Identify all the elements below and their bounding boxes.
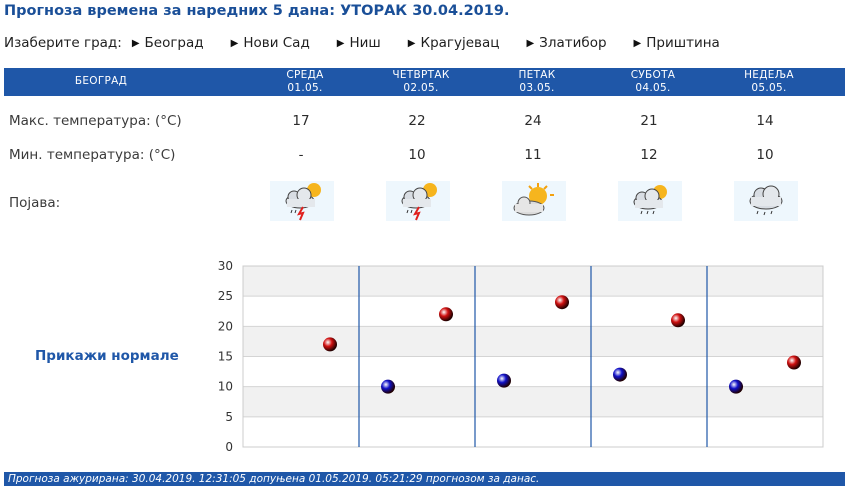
play-arrow-icon: ▶ <box>407 37 416 49</box>
city-link-pristina[interactable] <box>628 35 720 51</box>
max-temp-point <box>439 307 453 321</box>
rain-cloud-icon <box>734 181 798 221</box>
city-link-novi-sad[interactable] <box>225 35 310 51</box>
grid-band <box>243 266 823 296</box>
grid-band <box>243 417 823 447</box>
city-link-label: Златибор <box>539 35 607 51</box>
max-temp-label: Макс. температура: (°C) <box>9 113 182 129</box>
min-temp-value: 10 <box>756 147 774 163</box>
forecast-table-header <box>4 68 845 96</box>
play-arrow-icon: ▶ <box>336 37 345 49</box>
temperature-chart <box>200 255 840 460</box>
play-arrow-icon: ▶ <box>526 37 535 49</box>
max-temp-value: 14 <box>756 113 774 129</box>
min-temp-point <box>613 368 627 382</box>
max-temp-point <box>323 337 337 351</box>
phenomenon-label: Појава: <box>9 195 61 211</box>
day-header: НЕДЕЉА 05.05. <box>744 69 794 94</box>
max-temp-value: 22 <box>408 113 426 129</box>
y-tick-label: 10 <box>217 379 233 394</box>
city-link-kragujevac[interactable] <box>402 35 500 51</box>
city-selector <box>4 35 741 51</box>
max-temp-value: 21 <box>640 113 658 129</box>
y-tick-label: 25 <box>217 289 233 304</box>
min-temp-point <box>497 374 511 388</box>
city-link-label: Приштина <box>646 35 720 51</box>
update-info: Прогноза ажурирана: 30.04.2019. 12:31:05 допуњена 01.05.2019. 05:21:29 прогнозом за данас. <box>4 472 845 486</box>
min-temp-point <box>729 380 743 394</box>
partly-sunny-icon <box>502 181 566 221</box>
day-header: СУБОТА 04.05. <box>630 69 676 94</box>
min-temp-value: 12 <box>640 147 658 163</box>
y-tick-label: 15 <box>217 349 233 364</box>
grid-band <box>243 296 823 326</box>
min-temp-value: - <box>298 147 304 163</box>
play-arrow-icon: ▶ <box>633 37 642 49</box>
day-header: ЧЕТВРТАК 02.05. <box>392 69 450 94</box>
max-temp-value: 24 <box>524 113 542 129</box>
y-tick-label: 5 <box>225 409 233 424</box>
min-temp-value: 11 <box>524 147 542 163</box>
city-link-label: Крагујевац <box>420 35 500 51</box>
city-link-zlatibor[interactable] <box>520 35 606 51</box>
y-tick-label: 30 <box>217 259 233 273</box>
city-selector-label: Изаберите град: <box>4 35 122 51</box>
city-link-beograd[interactable] <box>126 35 204 51</box>
day-header: СРЕДА 01.05. <box>286 69 324 94</box>
thunderstorm-sun-icon <box>270 181 334 221</box>
thunderstorm-sun-icon <box>386 181 450 221</box>
city-link-label: Ниш <box>349 35 381 51</box>
show-normals-button[interactable]: Прикажи нормале <box>35 348 179 364</box>
page-title: Прогноза времена за наредних 5 дана: УТОРАК 30.04.2019. <box>4 3 510 19</box>
city-link-label: Београд <box>144 35 204 51</box>
city-column-header: БЕОГРАД <box>74 75 128 87</box>
min-temp-point <box>381 380 395 394</box>
play-arrow-icon: ▶ <box>230 37 239 49</box>
y-tick-label: 20 <box>217 319 233 334</box>
max-temp-value: 17 <box>292 113 310 129</box>
min-temp-value: 10 <box>408 147 426 163</box>
city-link-nis[interactable] <box>331 35 381 51</box>
play-arrow-icon: ▶ <box>131 37 140 49</box>
min-temp-label: Мин. температура: (°C) <box>9 147 176 163</box>
max-temp-point <box>671 313 685 327</box>
day-header: ПЕТАК 03.05. <box>518 69 556 94</box>
sun-cloud-rain-icon <box>618 181 682 221</box>
city-link-label: Нови Сад <box>243 35 310 51</box>
max-temp-point <box>555 295 569 309</box>
max-temp-point <box>787 356 801 370</box>
y-tick-label: 0 <box>225 440 233 454</box>
